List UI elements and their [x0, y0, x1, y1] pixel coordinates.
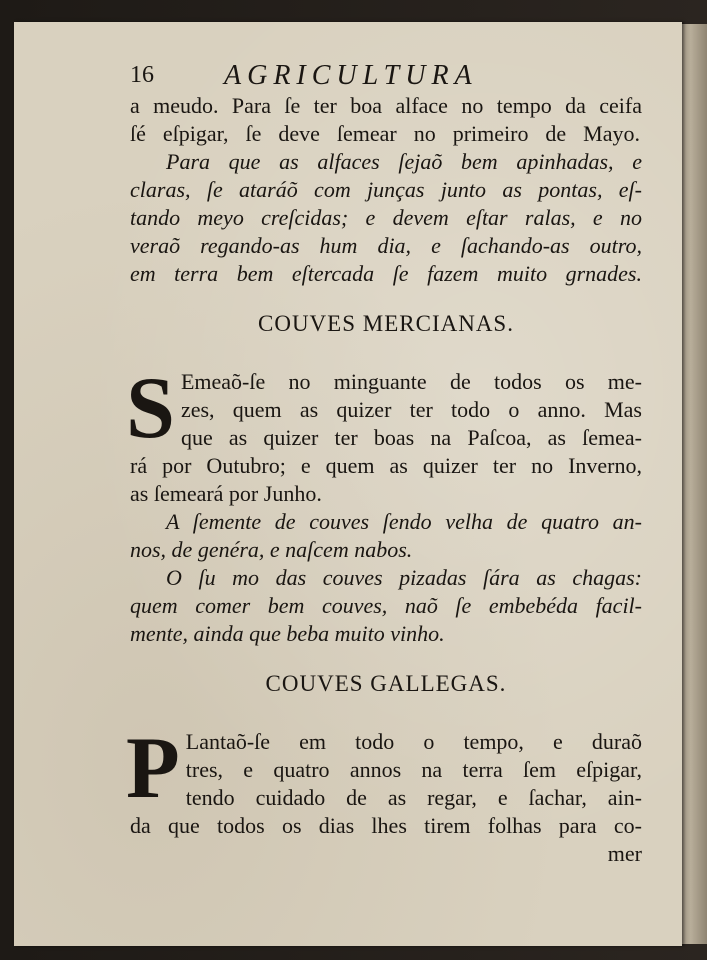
book-page — [14, 22, 682, 946]
text-line: zes, quem as quizer ter todo o anno. Mas — [180, 397, 642, 422]
paragraph-mercianas — [126, 360, 642, 508]
text-line: quem comer bem couves, naõ ſe embebéda facil- — [130, 593, 642, 618]
text-block — [126, 92, 642, 868]
text-line: ſé eſpigar, ſe deve ſemear no primeiro de Mayo. — [130, 121, 640, 146]
drop-cap-s: S — [126, 360, 175, 457]
text-line: tres, e quatro annos na terra ſem eſpigar, — [185, 757, 642, 782]
text-line: tendo cuidado de as regar, e ſachar, ain- — [185, 785, 642, 810]
text-line: mente, ainda que beba muito vinho. — [130, 621, 445, 646]
running-head — [130, 62, 642, 96]
text-line: veraõ regando-as hum dia, e ſachando-as outro, — [130, 233, 642, 258]
text-line: Lantaõ-ſe em todo o tempo, e duraõ — [185, 729, 642, 754]
text-line: em terra bem eſtercada ſe fazem muito grnades. — [130, 261, 642, 286]
facing-page-edge — [678, 24, 707, 944]
paragraph-gallegas — [126, 720, 642, 840]
drop-cap-p: P — [126, 720, 180, 817]
text-line: tando meyo creſcidas; e devem eſtar ralas, e no — [130, 205, 642, 230]
text-line: Para que as alfaces ſejaõ bem apinhadas, e — [166, 149, 642, 174]
page-number: 16 — [130, 62, 154, 88]
text-line: que as quizer ter boas na Paſcoa, as ſemea- — [180, 425, 642, 450]
text-line: Emeaõ-ſe no minguante de todos os me- — [180, 369, 642, 394]
text-line: da que todos os dias lhes tirem folhas para co- — [130, 813, 642, 838]
text-line: nos, de genéra, e naſcem nabos. — [130, 537, 413, 562]
text-line: a meudo. Para ſe ter boa alface no tempo da ceifa — [130, 93, 642, 118]
text-line: as ſemeará por Junho. — [130, 481, 322, 506]
text-line: claras, ſe ataráõ com junças junto as pontas, eſ- — [130, 177, 642, 202]
section-heading-mercianas: COUVES MERCIANAS. — [258, 311, 514, 336]
section-heading-gallegas: COUVES GALLEGAS. — [265, 671, 507, 696]
catchword: mer — [607, 841, 642, 866]
text-line: O ſu mo das couves pizadas ſára as chagas: — [166, 565, 642, 590]
text-line: rá por Outubro; e quem as quizer ter no Inverno, — [130, 453, 642, 478]
running-title: AGRICULTURA — [224, 60, 478, 91]
text-line: A ſemente de couves ſendo velha de quatro an- — [166, 509, 642, 534]
